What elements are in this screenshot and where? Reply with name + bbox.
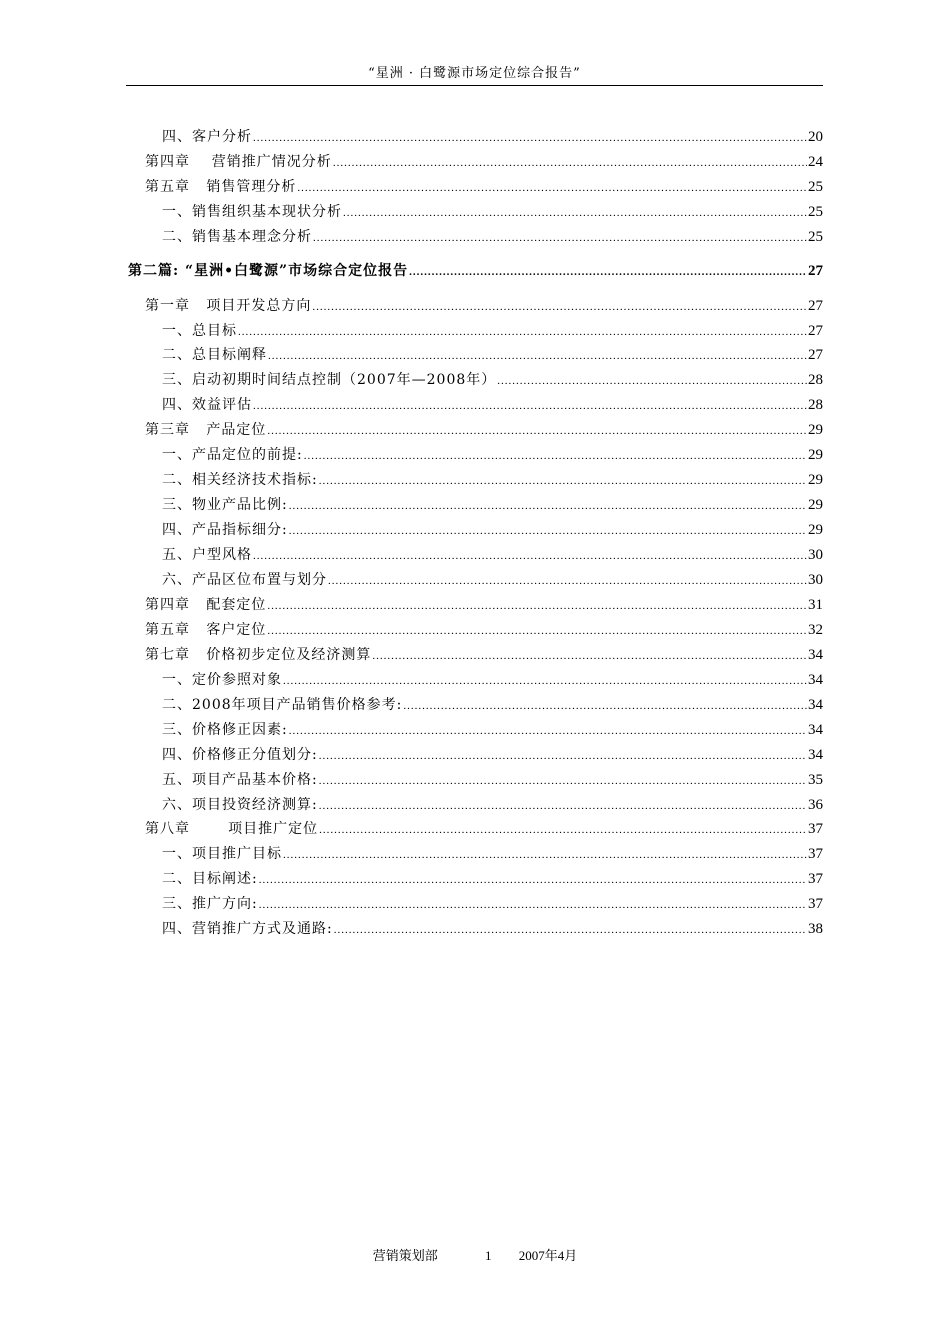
toc-leader-dots: [268, 347, 807, 365]
toc-entry-label: 四、价格修正分值划分:: [162, 747, 318, 763]
toc-leader-dots: [409, 263, 807, 281]
toc-entry-page: 29: [808, 472, 823, 488]
toc-entry-label: 四、客户分析: [162, 129, 252, 145]
toc-entry-page: 34: [808, 747, 823, 763]
toc-leader-dots: [297, 179, 807, 197]
toc-leader-dots: [319, 797, 807, 815]
page-footer: [0, 1247, 950, 1265]
toc-entry-page: 29: [808, 447, 823, 463]
toc-entry-page: 25: [808, 229, 823, 245]
toc-entry-label: 第三章 产品定位: [145, 422, 267, 438]
toc-entry-label: 一、产品定位的前提:: [162, 447, 303, 463]
toc-leader-dots: [289, 497, 807, 515]
toc-entry[interactable]: [162, 322, 823, 340]
toc-entry-page: 25: [808, 204, 823, 220]
toc-entry-page: 25: [808, 179, 823, 195]
toc-entry-label: 六、项目投资经济测算:: [162, 797, 318, 813]
toc-entry-label: 二、2008年项目产品销售价格参考:: [162, 697, 403, 713]
toc-leader-dots: [283, 846, 807, 864]
toc-leader-dots: [283, 672, 807, 690]
toc-leader-dots: [312, 298, 807, 316]
toc-entry-label: 一、总目标: [162, 323, 237, 339]
toc-entry-label: 五、项目产品基本价格:: [162, 772, 318, 788]
toc-leader-dots: [289, 722, 807, 740]
toc-entry[interactable]: [162, 571, 823, 589]
toc-leader-dots: [319, 747, 807, 765]
toc-leader-dots: [304, 447, 807, 465]
toc-entry[interactable]: [162, 920, 823, 938]
toc-entry-page: 28: [808, 372, 823, 388]
toc-entry[interactable]: [145, 820, 823, 838]
toc-entry-page: 35: [808, 772, 823, 788]
toc-entry[interactable]: [162, 521, 823, 539]
toc-entry[interactable]: [162, 346, 823, 364]
toc-leader-dots: [253, 397, 807, 415]
toc-leader-dots: [253, 129, 807, 147]
toc-entry-label: 第四章 配套定位: [145, 597, 267, 613]
toc-entry-label: 一、销售组织基本现状分析: [162, 204, 342, 220]
toc-entry[interactable]: [145, 646, 823, 664]
toc-entry[interactable]: [162, 746, 823, 764]
toc-entry-page: 29: [808, 422, 823, 438]
toc-entry-label: 二、总目标阐释: [162, 347, 267, 363]
toc-entry[interactable]: [162, 546, 823, 564]
toc-entry[interactable]: [162, 446, 823, 464]
toc-leader-dots: [313, 229, 807, 247]
toc-entry[interactable]: [145, 153, 823, 171]
toc-entry-page: 27: [808, 298, 823, 314]
toc-entry-page: 36: [808, 797, 823, 813]
toc-entry-page: 37: [808, 846, 823, 862]
toc-entry[interactable]: [162, 228, 823, 246]
toc-entry[interactable]: [162, 128, 823, 146]
toc-leader-dots: [267, 422, 807, 440]
toc-entry-page: 34: [808, 647, 823, 663]
toc-entry-label: 三、价格修正因素:: [162, 722, 288, 738]
toc-entry-label: 五、户型风格: [162, 547, 252, 563]
toc-leader-dots: [267, 597, 807, 615]
toc-leader-dots: [319, 821, 807, 839]
footer-page-number: 1: [485, 1248, 492, 1263]
toc-entry[interactable]: [162, 870, 823, 888]
toc-entry[interactable]: [162, 895, 823, 913]
toc-entry-label: 二、相关经济技术指标:: [162, 472, 318, 488]
toc-entry[interactable]: [162, 696, 823, 714]
toc-leader-dots: [253, 547, 807, 565]
toc-entry-label: 四、产品指标细分:: [162, 522, 288, 538]
running-header-title: “星洲 · 白鹭源市场定位综合报告”: [368, 66, 581, 81]
toc-entry[interactable]: [145, 178, 823, 196]
toc-entry-page: 30: [808, 572, 823, 588]
toc-entry-label: 一、定价参照对象: [162, 672, 282, 688]
toc-leader-dots: [334, 921, 807, 939]
toc-entry-label: 三、物业产品比例:: [162, 497, 288, 513]
toc-leader-dots: [372, 647, 807, 665]
toc-entry[interactable]: [162, 396, 823, 414]
toc-leader-dots: [267, 622, 807, 640]
toc-entry-label: 第五章 销售管理分析: [145, 179, 297, 195]
header-divider: [126, 85, 823, 86]
toc-entry-label: 第五章 客户定位: [145, 622, 267, 638]
toc-entry-label: 三、推广方向:: [162, 896, 258, 912]
toc-entry[interactable]: [162, 721, 823, 739]
toc-entry-page: 32: [808, 622, 823, 638]
toc-entry-page: 30: [808, 547, 823, 563]
toc-leader-dots: [319, 472, 807, 490]
toc-leader-dots: [328, 572, 807, 590]
toc-entry-label: 第一章 项目开发总方向: [145, 298, 312, 314]
toc-entry-label: 四、营销推广方式及通路:: [162, 921, 333, 937]
toc-entry-page: 34: [808, 722, 823, 738]
toc-entry[interactable]: [162, 471, 823, 489]
toc-entry-page: 37: [808, 871, 823, 887]
toc-entry-page: 24: [808, 154, 823, 170]
toc-entry-label: 第二篇: “星洲•白鹭源”市场综合定位报告: [128, 263, 409, 279]
toc-entry[interactable]: [145, 621, 823, 639]
toc-entry[interactable]: [162, 496, 823, 514]
toc-leader-dots: [343, 204, 807, 222]
toc-leader-dots: [497, 372, 807, 390]
toc-leader-dots: [238, 323, 807, 341]
toc-entry-page: 28: [808, 397, 823, 413]
toc-entry-page: 34: [808, 697, 823, 713]
toc-entry-label: 二、目标阐述:: [162, 871, 258, 887]
toc-entry-page: 37: [808, 821, 823, 837]
toc-leader-dots: [259, 871, 807, 889]
toc-entry-page: 20: [808, 129, 823, 145]
toc-entry-page: 37: [808, 896, 823, 912]
footer-department: 营销策划部: [372, 1248, 438, 1263]
toc-entry-label: 四、效益评估: [162, 397, 252, 413]
toc-entry-label: 一、项目推广目标: [162, 846, 282, 862]
toc-leader-dots: [259, 896, 807, 914]
toc-entry[interactable]: [145, 421, 823, 439]
toc-entry[interactable]: [162, 671, 823, 689]
toc-entry-page: 27: [808, 323, 823, 339]
toc-entry-label: 第八章 项目推广定位: [145, 821, 319, 837]
toc-entry-label: 第七章 价格初步定位及经济测算: [145, 647, 372, 663]
toc-leader-dots: [289, 522, 807, 540]
toc-entry-page: 29: [808, 522, 823, 538]
toc-entry[interactable]: [162, 203, 823, 221]
toc-entry-page: 34: [808, 672, 823, 688]
toc-entry[interactable]: [145, 596, 823, 614]
toc-entry-label: 二、销售基本理念分析: [162, 229, 312, 245]
footer-date: 2007年4月: [518, 1248, 578, 1263]
toc-entry-page: 29: [808, 497, 823, 513]
toc-entry-page: 31: [808, 597, 823, 613]
toc-entry-label: 三、启动初期时间结点控制（2007年—2008年）: [162, 372, 497, 388]
toc-entry[interactable]: [162, 796, 823, 814]
toc-entry[interactable]: [162, 845, 823, 863]
toc-entry-part[interactable]: [128, 262, 823, 280]
toc-leader-dots: [403, 697, 807, 715]
toc-entry-page: 27: [808, 263, 823, 279]
toc-entry[interactable]: [162, 371, 823, 389]
toc-entry[interactable]: [162, 771, 823, 789]
toc-leader-dots: [319, 772, 807, 790]
toc-entry[interactable]: [145, 297, 823, 315]
toc-entry-page: 38: [808, 921, 823, 937]
toc-leader-dots: [333, 154, 807, 172]
toc-entry-label: 第四章 营销推广情况分析: [145, 154, 332, 170]
toc-entry-page: 27: [808, 347, 823, 363]
toc-entry-label: 六、产品区位布置与划分: [162, 572, 327, 588]
